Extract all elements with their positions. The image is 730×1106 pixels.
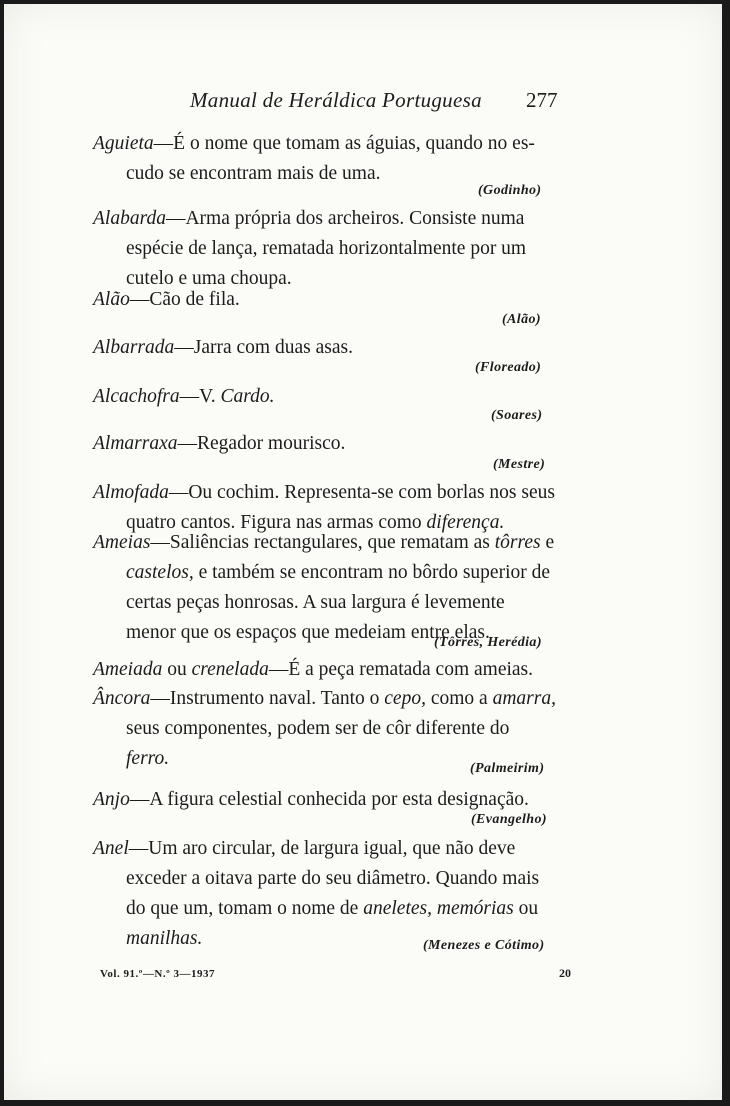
source-citation: (Godinho) (478, 183, 542, 198)
definition-text: —A figura celestial conhecida por esta designação. (129, 789, 529, 810)
definition-text: —Regador mourisco. (177, 433, 346, 454)
definition-text: como a (425, 688, 493, 709)
definition-text: —Arma própria dos archeiros. Consiste numa (165, 208, 525, 229)
definition-text: —Cão de fila. (129, 289, 240, 310)
emphasis-text: tôrres (494, 532, 541, 553)
source-citation: (Mestre) (493, 457, 546, 472)
definition-text: menor que os espaços que medeiam entre elas. (126, 622, 490, 643)
emphasis-text: aneletes, (363, 898, 432, 919)
page-number: 277 (526, 88, 558, 112)
term: Anel (93, 838, 129, 859)
source-citation: (Soares) (491, 408, 543, 423)
definition-text: ou (162, 659, 192, 680)
emphasis-text: cepo, (384, 688, 426, 709)
term: Âncora (93, 688, 151, 709)
definition-text: seus componentes, podem ser de côr diferente do (126, 718, 510, 739)
definition-text: quatro cantos. Figura nas armas como (126, 512, 427, 533)
term: Almarraxa (93, 433, 178, 454)
emphasis-text: ferro. (126, 748, 170, 769)
volume-footer: Vol. 91.º—N.º 3—1937 (100, 968, 215, 980)
term: Ameias (93, 532, 151, 553)
definition-text: —V. (179, 386, 221, 407)
term: Alabarda (93, 208, 166, 229)
definition-text: —É o nome que tomam as águias, quando no es- (153, 133, 535, 154)
definition-text: cutelo e uma choupa. (126, 268, 292, 289)
entry-aguieta (93, 129, 569, 189)
definition-text: ou (513, 898, 539, 919)
entry-anjo (93, 785, 569, 815)
emphasis-text: amarra, (492, 688, 556, 709)
emphasis-text: castelos, (126, 562, 194, 583)
definition-text: —Jarra com duas asas. (174, 337, 353, 358)
running-title: Manual de Heráldica Portuguesa (190, 88, 482, 112)
definition-text: e (540, 532, 555, 553)
definition-text: do que um, tomam o nome de (126, 898, 364, 919)
term: Ameiada (93, 659, 163, 680)
entry-ameiada (93, 655, 569, 685)
entry-alabarda (93, 204, 569, 294)
definition-text: cudo se encontram mais de uma. (126, 163, 381, 184)
definition-text: exceder a oitava parte do seu diâmetro. Quando mais (126, 868, 540, 889)
page (4, 4, 722, 1100)
source-citation: (Floreado) (475, 360, 542, 375)
term: Almofada (93, 482, 169, 503)
entry-ameias (93, 528, 569, 648)
definition-text: certas peças honrosas. A sua largura é levemente (126, 592, 505, 613)
emphasis-text: manilhas. (126, 928, 203, 949)
entry-albarrada (93, 333, 569, 363)
signature-mark: 20 (559, 966, 571, 980)
definition-text: —Saliências rectangulares, que rematam as (150, 532, 495, 553)
source-citation: (Palmeirim) (470, 761, 545, 776)
term: Albarrada (93, 337, 175, 358)
term: Anjo (93, 789, 130, 810)
emphasis-text: diferença. (426, 512, 505, 533)
definition-text: espécie de lança, rematada horizontalmente por um (126, 238, 527, 259)
definition-text: —Ou cochim. Representa-se com borlas nos seus (168, 482, 555, 503)
source-citation: (Alão) (502, 312, 541, 327)
emphasis-text: crenelada (191, 659, 269, 680)
entry-alao (93, 285, 569, 315)
definition-text: —Um aro circular, de largura igual, que não deve (128, 838, 516, 859)
entry-almarraxa (93, 429, 569, 459)
source-citation: (Evangelho) (471, 812, 547, 827)
definition-text: —É a peça rematada com ameias. (268, 659, 534, 680)
source-citation: (Menezes e Cótimo) (423, 938, 545, 953)
entry-anel (93, 834, 569, 954)
emphasis-text: memórias (436, 898, 514, 919)
definition-text: —Instrumento naval. Tanto o (150, 688, 385, 709)
term: Alcachofra (93, 386, 180, 407)
cross-reference: Cardo. (220, 386, 275, 407)
definition-text: e também se encontram no bôrdo superior de (193, 562, 551, 583)
term: Aguieta (93, 133, 154, 154)
term: Alão (93, 289, 130, 310)
source-citation: (Tôrres, Herédia) (434, 635, 542, 650)
